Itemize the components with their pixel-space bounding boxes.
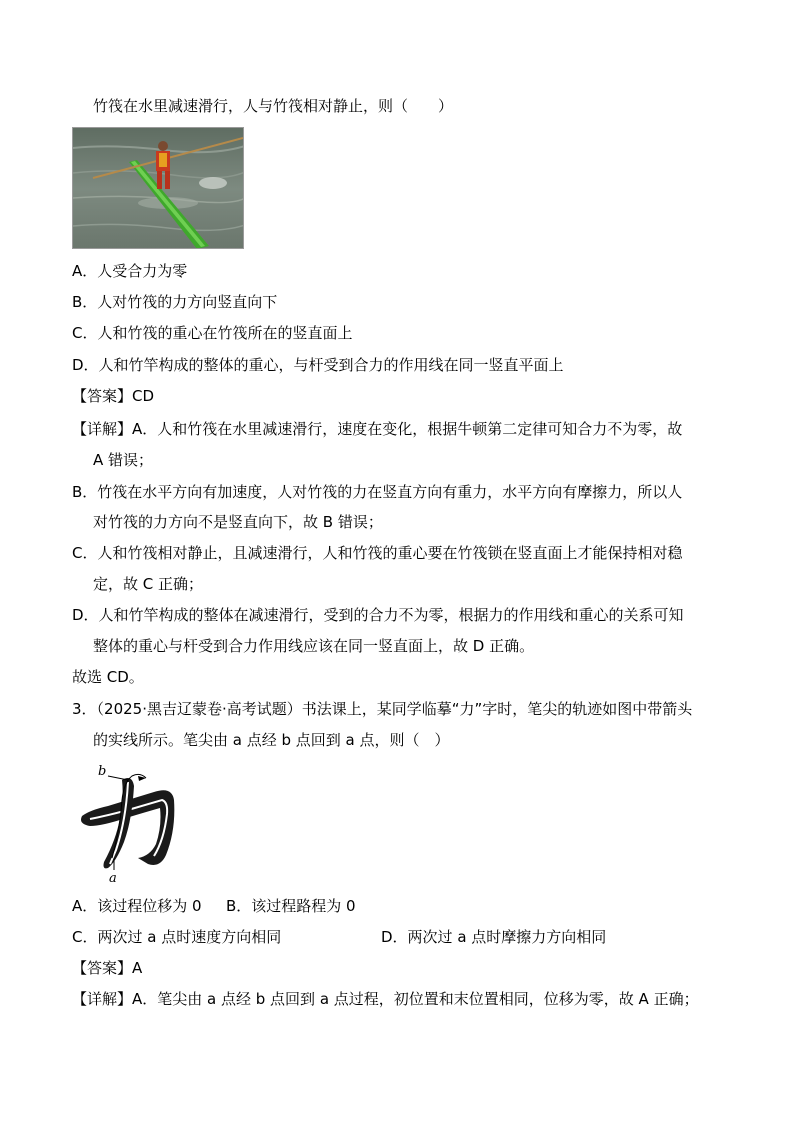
calligraphy-figure — [76, 760, 186, 885]
explanation-line: 【详解】A．笔尖由 a 点经 b 点回到 a 点过程，初位置和末位置相同，位移为零，故 A 正确； — [72, 990, 699, 1008]
conclusion: 故选 CD。 — [72, 668, 144, 686]
option-c: C．人和竹筏的重心在竹筏所在的竖直面上 — [72, 324, 353, 342]
option-b: B．该过程路程为 0 — [226, 897, 356, 915]
option-b: B．人对竹筏的力方向竖直向下 — [72, 293, 278, 311]
question-stem: 竹筏在水里减速滑行，人与竹筏相对静止，则（ ） — [93, 97, 454, 115]
option-d: D．两次过 a 点时摩擦力方向相同 — [381, 928, 607, 946]
bamboo-raft-photo — [72, 127, 244, 249]
explanation-line: 对竹筏的力方向不是竖直向下，故 B 错误； — [93, 513, 383, 531]
option-c: C．两次过 a 点时速度方向相同 — [72, 928, 282, 946]
option-a: A．该过程位移为 0 — [72, 897, 202, 915]
option-d: D．人和竹竿构成的整体的重心，与杆受到合力的作用线在同一竖直平面上 — [72, 356, 564, 374]
option-a: A．人受合力为零 — [72, 262, 188, 280]
question-stem: 3．（2025·黑吉辽蒙卷·高考试题）书法课上，某同学临摹“力”字时，笔尖的轨迹如图中带箭头 — [72, 700, 693, 718]
explanation-line: A 错误； — [93, 451, 154, 469]
explanation-line: D．人和竹竿构成的整体在减速滑行，受到的合力不为零，根据力的作用线和重心的关系可知 — [72, 606, 684, 624]
answer: 【答案】CD — [72, 387, 155, 405]
explanation-line: C．人和竹筏相对静止，且减速滑行，人和竹筏的重心要在竹筏锁在竖直面上才能保持相对稳 — [72, 544, 683, 562]
explanation-line: 【详解】A．人和竹筏在水里减速滑行，速度在变化，根据牛顿第二定律可知合力不为零，故 — [72, 420, 683, 438]
question-stem: 的实线所示。笔尖由 a 点经 b 点回到 a 点，则（ ） — [93, 731, 450, 749]
point-a-label: a — [109, 871, 117, 885]
point-b-label: b — [98, 764, 107, 779]
explanation-line: B．竹筏在水平方向有加速度，人对竹筏的力在竖直方向有重力，水平方向有摩擦力，所以人 — [72, 483, 683, 501]
answer: 【答案】A — [72, 959, 143, 977]
explanation-line: 整体的重心与杆受到合力作用线应该在同一竖直面上，故 D 正确。 — [93, 637, 535, 655]
explanation-line: 定，故 C 正确； — [93, 575, 204, 593]
